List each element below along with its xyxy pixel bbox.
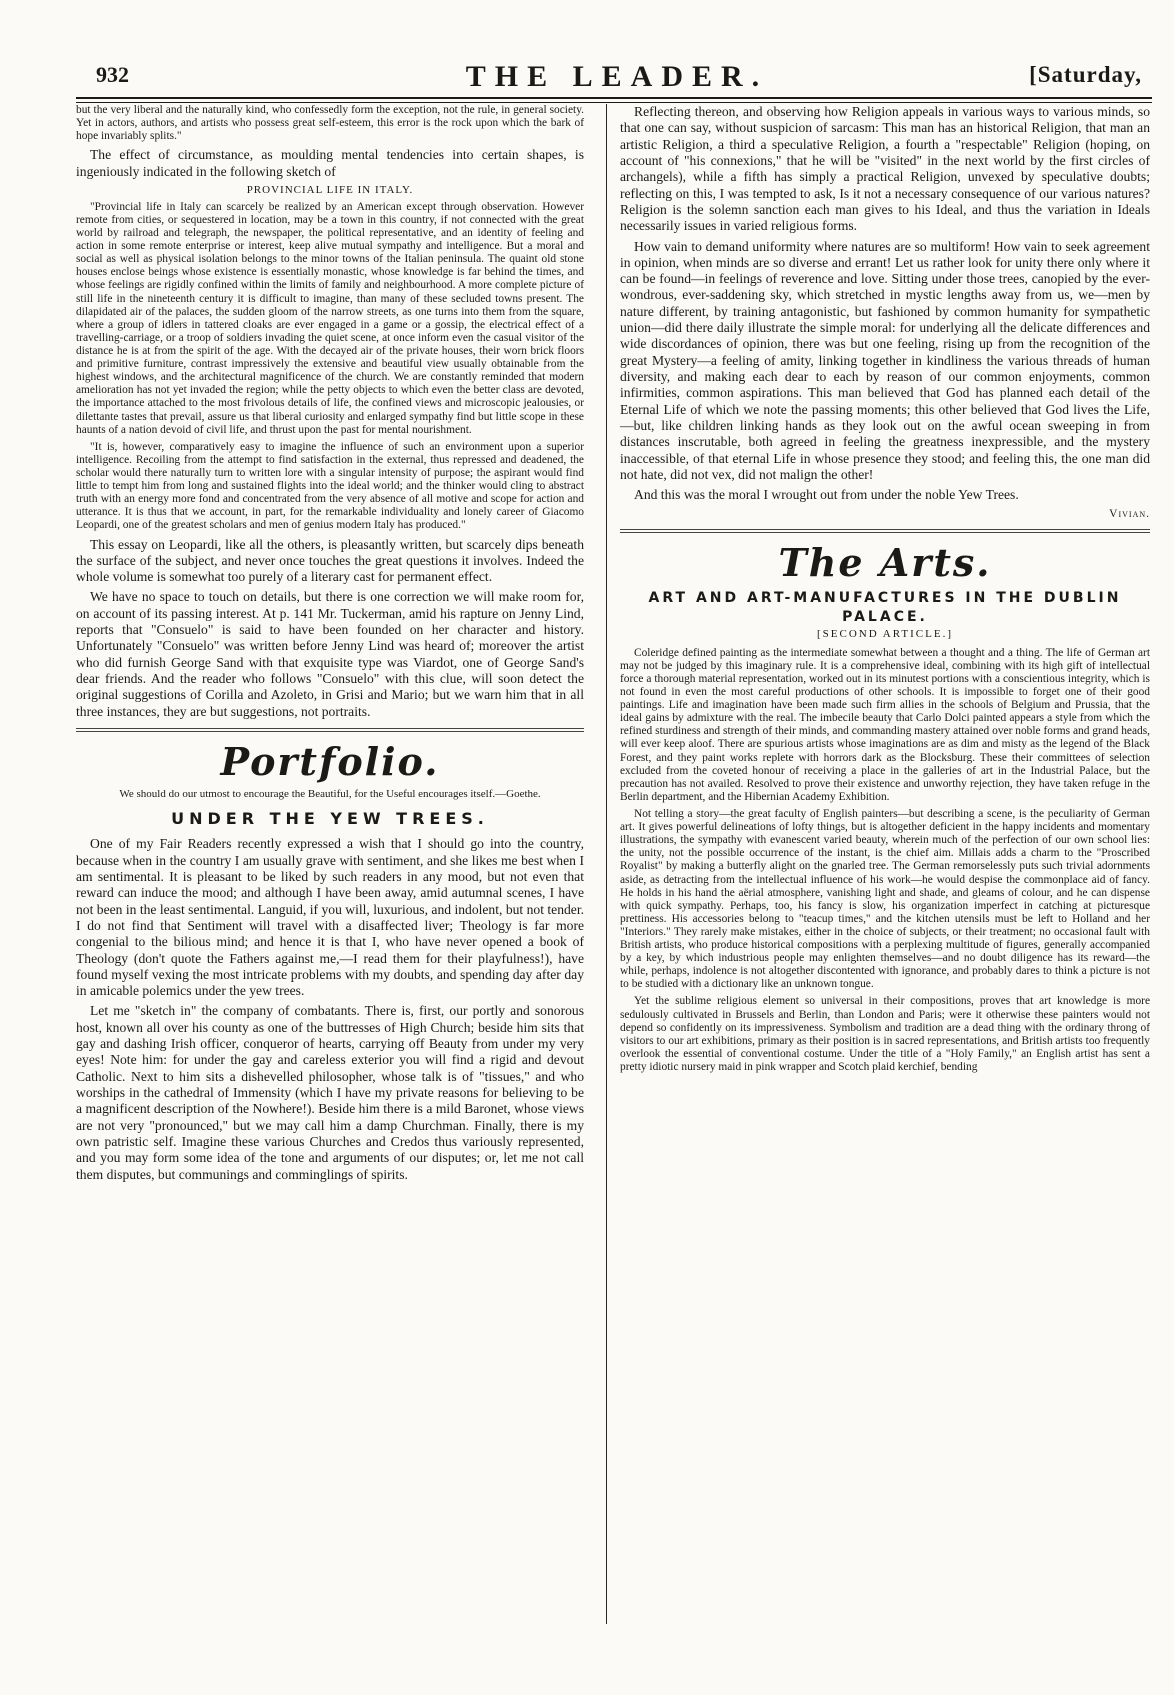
section-title-arts: The Arts. bbox=[778, 539, 992, 585]
paragraph: The effect of circumstance, as moulding mental tendencies into certain shapes, is ingeniously indicated in the following sketch of bbox=[76, 147, 584, 179]
article-heading: UNDER THE YEW TREES. bbox=[171, 808, 489, 828]
quote-heading: PROVINCIAL LIFE IN ITALY. bbox=[246, 183, 414, 196]
author-signature: Vivian. bbox=[1109, 507, 1150, 520]
masthead-rule bbox=[76, 97, 1152, 103]
page-number: 932 bbox=[96, 62, 129, 87]
right-column bbox=[620, 104, 1150, 1078]
paragraph: We have no space to touch on details, but there is one correction we will make room for, on account of its passing interest. At p. 141 Mr. Tuckerman, amid his rapture on Jenny Lind, reports that "Consuelo" is said to have been founded on her character and history. Unfortunately "Consuelo" was written before Jenny Lind was heard of; moreover the artist who did furnish George Sand with that exquisite type was Viardot, one of George Sand's dear friends. And the reader who follows "Consuelo" with this clue, will soon detect the original suggestions of Corilla and Azoleto, in Grisi and Mario; but we warn him that in all three instances, they are but suggestions, not portraits. bbox=[76, 589, 584, 719]
quotation: "It is, however, comparatively easy to imagine the influence of such an environment upon a superior intelligence. Recoiling from the attempt to find satisfaction in the external, thus repressed and deadened, the scholar would there naturally turn to written lore with a singular intensity of purpose; the aspirant would find little to tempt him from long and sustained flights into the ideal world; and the thinker would cling to abstract truth with an energy more fond and concentrated from the very absence of all motive and scope for action and utterance. It is thus that we account, in part, for the remarkable individuality and lonely career of Giacomo Leopardi, one of the greatest scholars and men of genius modern Italy has produced." bbox=[76, 440, 584, 532]
paragraph: Not telling a story—the great faculty of English painters—but describing a scene, is the peculiarity of German art. It gives powerful delineations of lofty things, but is altogether deficient in the happy incidents and momentary illustrations, the sympathy with evanescent varied beauty, wherein much of the perfection of our own school lies: the unity, not the possible occurrence of the instant, is the chief aim. Millais adds a charm to the "Proscribed Royalist" by making a butterfly alight on the gnarled tree. The German remorselessly puts such trivial adornments aside, as detracting from the intellectual influence of his work—he would despise the commonplace aid of fancy. He holds in his hand the aërial atmosphere, vanishing light and shade, and gleams of colour, and he can dispense with quick sympathy. Perhaps, too, his fancy is slow, his organization imperfect in catching at picturesque prettiness. His accessories belong to "teacup times," and the kitchen utensils must be left to Holland and her "Interiors." They rarely make mistakes, either in the choice of subjects, or their treatment; no occasional fault with British artists, who produce historical compositions with a perplexing multitude of figures, generally accompanied by a key, by which industrious people may enlighten themselves—and no doubt diligence has its reward—the while, perhaps, indolence is not altogether discontented with ignorance, and probably dares to think a picture is not to be studied with a dictionary like an unknown tongue. bbox=[620, 807, 1150, 991]
paragraph: And this was the moral I wrought out from under the noble Yew Trees. bbox=[634, 487, 1019, 503]
column-divider bbox=[606, 104, 607, 1624]
paragraph: Coleridge defined painting as the intermediate somewhat between a thought and a thing. The life of German art may not be judged by this imaginary rule. It is a comprehensive ideal, combining with its high gift of intellectual force a thorough material representation, worked out in its minutest portions with a conscientious integrity, which is not found in even the most careful productions of other schools. It is impossible to forget one of their good paintings. Life and imagination have been made such firm allies in the schools of Belgium and Prussia, that the ideal gains by admixture with the real. The imbecile beauty that Carlo Dolci painted appears a style from which the refined sturdiness and strength of their minds, and commanding mastery attained over noble forms and grand heads, will ever keep aloof. There are spurious artists whose imaginations are as dim and misty as the legend of the Black Forest, and they paint works replete with horrors dark as the Blocksburg. These their committees of selection excluded from the coveted honour of receiving a place in the galleries of art in the Industrial Palace, but the precaution has not availed. Resolved to prove their existence and unworthy rejection, they have taken refuge in the Berlin department, and the Hibernian Academy Exhibition. bbox=[620, 646, 1150, 803]
paragraph: This essay on Leopardi, like all the others, is pleasantly written, but scarcely dips beneath the surface of the subject, and never once touches the great questions it involves. Indeed the whole volume is somewhat too purely of a literary cast for permanent effect. bbox=[76, 536, 584, 585]
section-motto: We should do our utmost to encourage the Beautiful, for the Useful encourages itself.—Goethe. bbox=[119, 788, 541, 801]
article-subheading: [SECOND ARTICLE.] bbox=[816, 627, 953, 640]
left-column bbox=[76, 104, 584, 1187]
quotation: "Provincial life in Italy can scarcely be realized by an American except through observation. However remote from cities, or sequestered in location, may be a town in this country, if not connected with the great world by railroad and telegraph, the newspaper, the political representative, and an identity of feeling and action in some remote enterprise or interest, keep alive mutual sympathy and intelligence. But a moral and social as well as physical isolation belongs to the minor towns of the Italian peninsula. The quaint old stone houses enclose beings whose existence is essentially monastic, whose knowledge is far behind the times, and whose feelings are rigidly confined within the limits of family and neighbourhood. A more complete picture of still life in the nineteenth century it is difficult to imagine, than many of these secluded towns present. The dilapidated air of the palaces, the sudden gloom of the narrow streets, as one turns into them from the square, where a group of idlers in tattered cloaks are ever engaged in a game or a gossip, the electrical effect of a travelling-carriage, or a troop of soldiers invading the quiet scene, at once inform even the casual visitor of the distance he is at from the spirit of the age. With the decayed air of the private houses, their worn brick floors and primitive furniture, contrast impressively the extensive and beautiful view usually obtainable from the highest windows, and the architectural magnificence of the church. We are constantly reminded that modern amelioration has not yet invaded the region; while the petty objects to which even the better class are devoted, the importance attached to the most frivolous details of life, the confined views and microscopic jealousies, or dilettante tastes that prevail, assure us that liberal curiosity and enlarged sympathy find but little scope in these haunts of a nation devoid of civil life, and thrust upon the past for mental nourishment. bbox=[76, 200, 584, 436]
issue-day: [Saturday, bbox=[1029, 62, 1142, 87]
paragraph: One of my Fair Readers recently expressed a wish that I should go into the country, because when in the country I am usually grave with sentiment, and she likes me best when I am sentimental. It is pleasant to be liked by such readers in any mood, but not even that reward can induce the mood; and although I have been away, amid autumnal scenes, I have not been in the least sentimental. Languid, if you will, luxurious, and indolent, but not tender. I do not find that Sentiment will travel with a disaffected liver; Theology is far more congenial to the bilious mind; and hence it is that I, who have never opened a book of Theology (don't quote the Fathers against me,—I read them for their playfulness!), have found myself vexing the most intricate problems with my doubts, and spending day after day in amicable polemics under the yew trees. bbox=[76, 836, 584, 999]
section-title-portfolio: Portfolio. bbox=[220, 738, 440, 784]
paragraph: but the very liberal and the naturally kind, who confessedly form the exception, not the rule, in general society. Yet in actors, authors, and artists who possess great self-esteem, this error is the rock upon which the bark of hope invariably splits." bbox=[76, 104, 584, 143]
paragraph: Reflecting thereon, and observing how Religion appeals in various ways to various minds, so that one can say, without suspicion of sarcasm: This man has an historical Religion, that man an artistic Religion, a third a speculative Religion, a fourth a "respectable" Religion (hoping, on account of "his connexions," that he will be "visited" in the next world by the first circles of archangels), while a fifth has simply a practical Religion, unvexed by speculative doubts; reflecting on this, I was tempted to ask, Is it not a necessary consequence of our various natures? Religion is the solemn sanction each man gives to his Ideal, and thus the variation in Ideals necessarily issues in varied religious forms. bbox=[620, 104, 1150, 234]
paragraph: How vain to demand uniformity where natures are so multiform! How vain to seek agreement in opinion, when minds are so diverse and errant! Let us rather look for unity there only where it can be found—in feelings of reverence and love. Sitting under those trees, canopied by the ever-wondrous, ever-saddening sky, which stretched in mystic lengths away from us, we—men by nature different, by training antagonistic, but fashioned by common humanity for sympathetic union—did there daily illustrate the simple moral: for underlying all the delicate differences and wide discordances of opinion, there was but one feeling, rising up from the recognition of the great Mystery—a feeling of amity, linking together in kindliness the various threads of human diversity, and making each dear to each by reason of our common enjoyments, common infirmities, common aspirations. This man believed that God has planned each detail of the Eternal Life of which we note the passing moments; this other believed that God lives the Life,—but, like children linking hands as they look out on the awful ocean sweeping in from distances inscrutable, both agreed in feeling the greatness inexpressible, and the mystery inaccessible, of that eternal Life in whose presence they stood; and feeling this, the one man did not hate, did not vex, did not malign the other! bbox=[620, 238, 1150, 482]
newspaper-title: THE LEADER. bbox=[465, 60, 769, 93]
section-rule bbox=[620, 529, 1150, 533]
section-rule bbox=[76, 728, 584, 732]
article-heading: ART AND ART-MANUFACTURES IN THE DUBLIN PALACE. bbox=[648, 590, 1122, 625]
paragraph: Let me "sketch in" the company of combatants. There is, first, our portly and sonorous host, known all over his county as one of the buttresses of High Church; beside him sits that gay and dashing Irish officer, conqueror of hearts, carrying off Beauty from under my very eyes! Note him: for under the gay and careless exterior you will find a rigid and devout Catholic. Next to him sits a dishevelled philosopher, whose talk is of "tissues," and who worships in the cathedral of Immensity (which I have my private reasons for believing to be a magnificent description of the Nowhere!). Beside him there is a mild Baronet, whose views are not very "pronounced," but we may call him a damp Churchman. Finally, there is my own patristic self. Imagine these various Churches and Credos thus variously represented, and you may form some idea of the tone and arguments of our disputes; or, let me not call them disputes, but communings and comminglings of spirits. bbox=[76, 1003, 584, 1182]
masthead bbox=[92, 60, 1142, 93]
paragraph: Yet the sublime religious element so universal in their compositions, proves that art knowledge is more sedulously cultivated in Brussels and Berlin, than London and Paris; were it otherwise these painters would not depend so confidently on its impressiveness. Symbolism and tradition are a dead thing with the ordinary throng of visitors to our art exhibitions, primary as their position is in sacred representations, and British artists too frequently overlook the essential of conventional costume. Under the title of a "Holy Family," an English artist has sent a pretty idiotic nursery maid in pink wrapper and Scotch plaid kerchief, bending bbox=[620, 995, 1150, 1074]
